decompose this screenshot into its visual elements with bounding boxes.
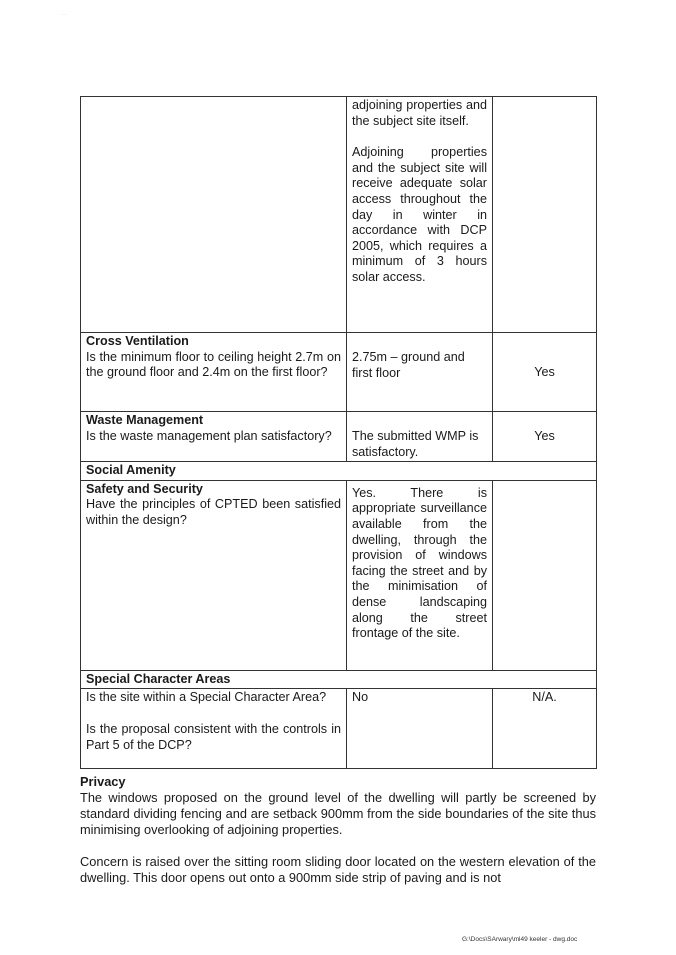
cell-complies-waste bbox=[493, 412, 597, 462]
criteria-question: Have the principles of CPTED been satisfied within the design? bbox=[86, 497, 341, 527]
response-text: No bbox=[352, 690, 369, 705]
criteria-question-1: Is the site within a Special Character Area? bbox=[86, 690, 327, 705]
cell-criteria-ventilation bbox=[81, 333, 347, 412]
cell-response-safety bbox=[347, 480, 493, 670]
table-row-cross-ventilation bbox=[81, 333, 597, 412]
cell-response-ventilation bbox=[347, 333, 493, 412]
cell-criteria-empty bbox=[81, 97, 347, 333]
section-heading-social-amenity: Social Amenity bbox=[81, 462, 597, 481]
solar-response-text-2: Adjoining properties and the subject site will receive adequate solar access throughout the day in winter in accordance with DCP 2005, which requires a minimum of 3 hours solar access. bbox=[352, 145, 487, 284]
criteria-question: Is the minimum floor to ceiling height 2.7m on the ground floor and 2.4m on the first floor? bbox=[86, 349, 341, 380]
response-text: 2.75m – ground and first floor bbox=[352, 350, 465, 380]
assessment-table bbox=[80, 96, 597, 769]
complies-value: Yes bbox=[534, 365, 555, 379]
privacy-paragraph-1: The windows proposed on the ground level of the dwelling will partly be screened by standard dividing fencing and are setback 900mm from the side boundaries of the site thus minimising overlooking of adjoining properties. bbox=[80, 790, 596, 837]
cell-criteria-safety bbox=[81, 480, 347, 670]
table-row-social-amenity bbox=[81, 462, 597, 481]
response-text: The submitted WMP is satisfactory. bbox=[352, 429, 479, 459]
cell-complies-empty bbox=[493, 480, 597, 670]
complies-value: Yes bbox=[534, 429, 555, 443]
table-row-waste-management bbox=[81, 412, 597, 462]
privacy-section bbox=[80, 774, 596, 902]
cell-complies-empty bbox=[493, 97, 597, 333]
paragraph-gap bbox=[86, 706, 341, 722]
cell-response-waste bbox=[347, 412, 493, 462]
cell-criteria-special bbox=[81, 689, 347, 769]
section-heading-special-character: Special Character Areas bbox=[81, 670, 597, 689]
privacy-paragraph-2: Concern is raised over the sitting room sliding door located on the western elevation of the dwelling. This door opens out onto a 900mm side strip of paving and is not bbox=[80, 854, 596, 885]
criteria-question-2: Is the proposal consistent with the controls in Part 5 of the DCP? bbox=[86, 721, 341, 752]
table-row-special-character-heading bbox=[81, 670, 597, 689]
row-heading: Cross Ventilation bbox=[86, 334, 189, 348]
table-row-safety-security bbox=[81, 480, 597, 670]
row-heading: Waste Management bbox=[86, 413, 204, 427]
cell-complies-special bbox=[493, 689, 597, 769]
scan-mark: · · bbox=[62, 12, 67, 18]
criteria-question: Is the waste management plan satisfactory? bbox=[86, 428, 332, 443]
cell-response-solar bbox=[347, 97, 493, 333]
table-row-special-character bbox=[81, 689, 597, 769]
solar-response-text-1: adjoining properties and the subject site itself. bbox=[352, 98, 487, 128]
row-heading: Safety and Security bbox=[86, 481, 203, 496]
document-path-footer: G:\Docs\SArwary\ml49 keeler - dwg.doc bbox=[462, 936, 578, 943]
cell-criteria-waste bbox=[81, 412, 347, 462]
privacy-heading: Privacy bbox=[80, 774, 126, 789]
paragraph-gap bbox=[352, 129, 487, 145]
complies-value: N/A. bbox=[532, 690, 557, 705]
cell-response-special bbox=[347, 689, 493, 769]
table-row-solar-access bbox=[81, 97, 597, 333]
response-text: Yes. There is appropriate surveillance available from the dwelling, through the provision of windows facing the street and by the minimisation of dense landscaping along the street frontage of the site. bbox=[352, 485, 487, 641]
cell-complies-ventilation bbox=[493, 333, 597, 412]
